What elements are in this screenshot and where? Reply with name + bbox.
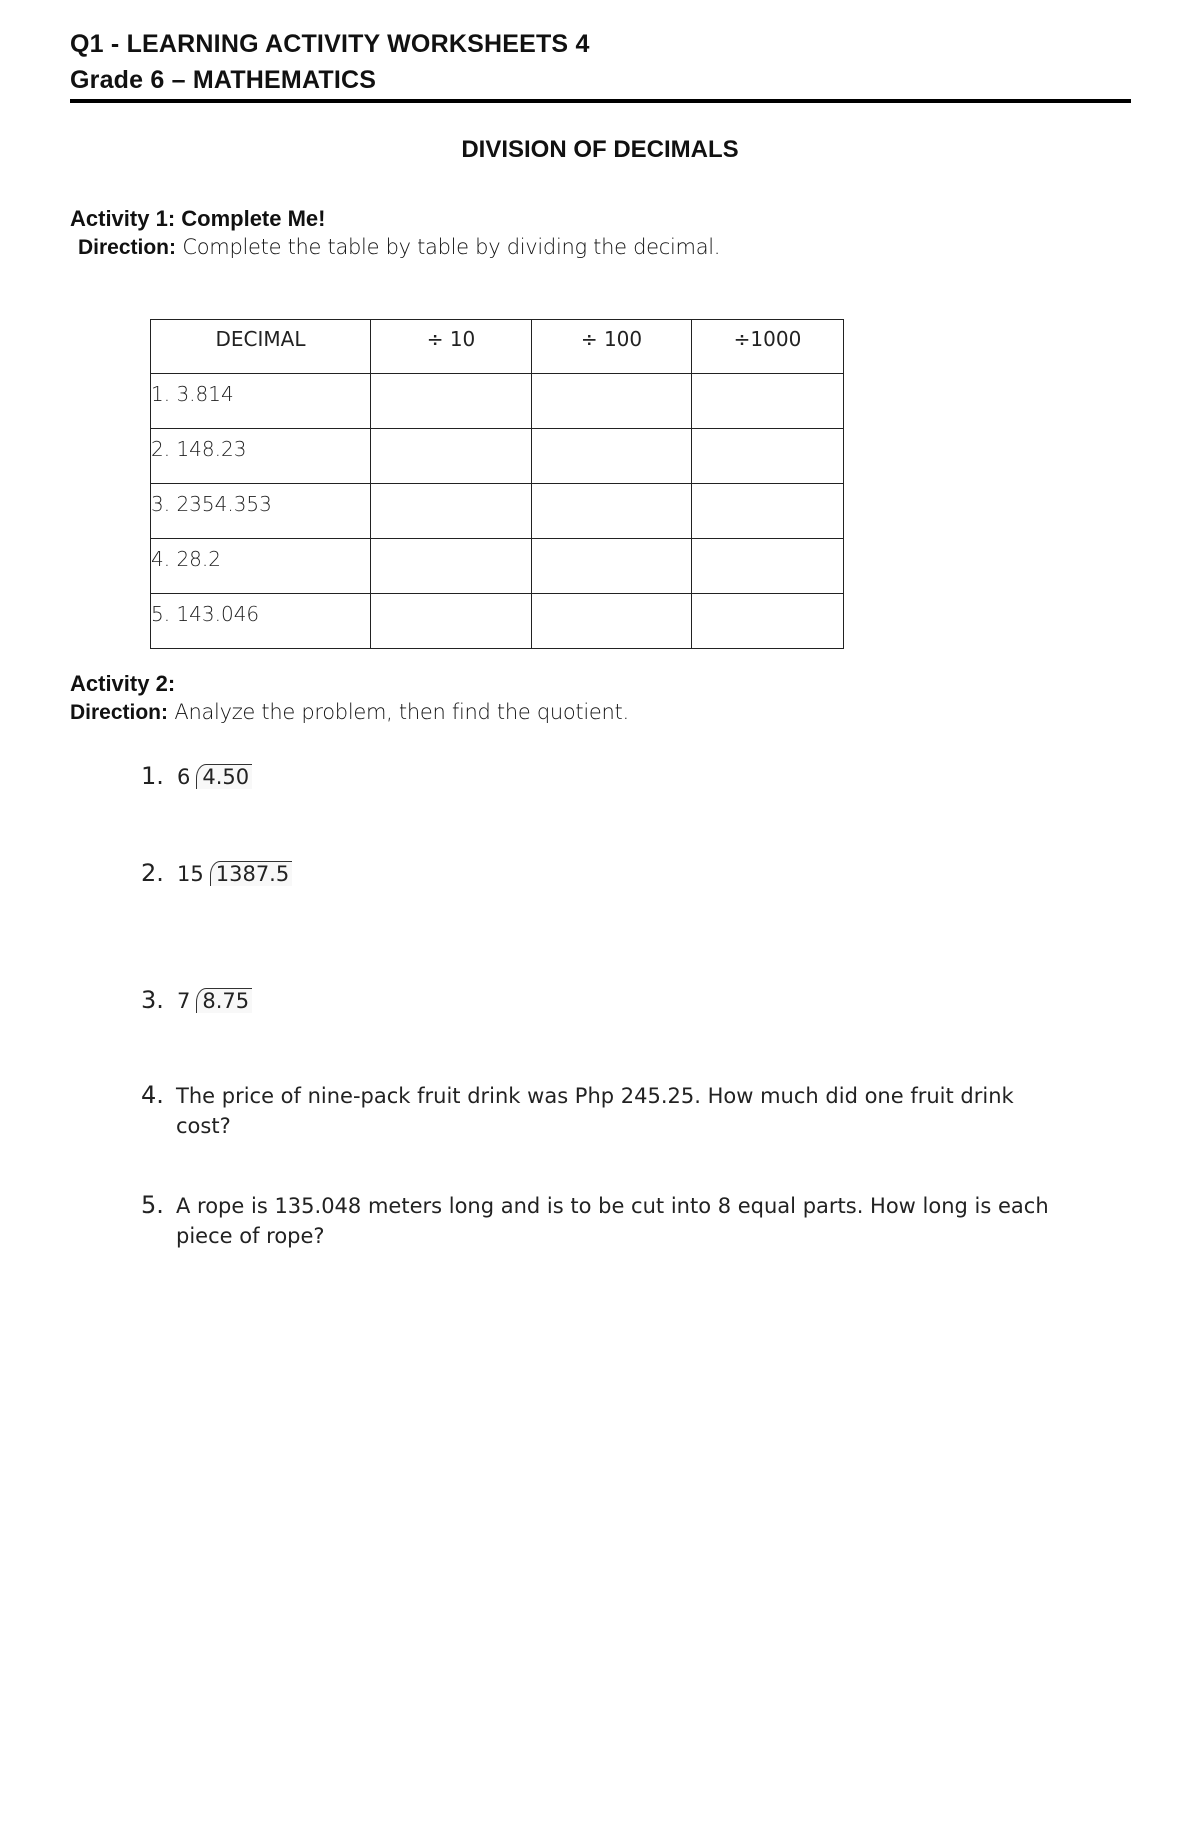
problem-5: [141, 1190, 1131, 1251]
answer-cell[interactable]: [371, 539, 532, 594]
table-row: [151, 429, 844, 484]
problem-text-continued: piece of rope?: [176, 1224, 325, 1248]
table-row: [151, 374, 844, 429]
worksheet-header-subject: Grade 6 – MATHEMATICS: [70, 66, 377, 94]
problem-number: 4.: [141, 1081, 164, 1109]
header-divider: [70, 99, 1131, 103]
decimal-cell: 5. 143.046: [151, 594, 371, 649]
direction-text: Analyze the problem, then find the quotient.: [168, 700, 629, 724]
problem-4: [141, 1080, 1131, 1141]
problem-3: [141, 986, 252, 1014]
answer-cell[interactable]: [371, 374, 532, 429]
column-header: ÷1000: [692, 320, 844, 374]
page-title: DIVISION OF DECIMALS: [461, 136, 739, 163]
direction-label: Direction:: [70, 701, 169, 724]
answer-cell[interactable]: [532, 429, 692, 484]
answer-cell[interactable]: [532, 484, 692, 539]
dividend: 1387.5: [210, 861, 292, 886]
column-header: ÷ 100: [532, 320, 692, 374]
activity1-direction: [78, 235, 720, 260]
answer-cell[interactable]: [692, 374, 844, 429]
answer-cell[interactable]: [692, 484, 844, 539]
activity2-direction: [70, 700, 629, 725]
answer-cell[interactable]: [371, 594, 532, 649]
decimal-cell: 2. 148.23: [151, 429, 371, 484]
problem-text: The price of nine-pack fruit drink was Php 245.25. How much did one fruit drink: [176, 1084, 1014, 1108]
answer-cell[interactable]: [532, 594, 692, 649]
table-row: [151, 539, 844, 594]
answer-cell[interactable]: [692, 429, 844, 484]
problem-1: [141, 762, 252, 790]
decimal-cell: 4. 28.2: [151, 539, 371, 594]
decimal-cell: 3. 2354.353: [151, 484, 371, 539]
division-table: [150, 319, 844, 649]
activity1-heading: Activity 1: Complete Me!: [70, 206, 326, 231]
problem-text-continued: cost?: [176, 1114, 231, 1138]
table-header-row: [151, 320, 844, 374]
answer-cell[interactable]: [532, 539, 692, 594]
problem-number: 5.: [141, 1191, 164, 1219]
table-row: [151, 594, 844, 649]
divisor: 6: [177, 765, 191, 789]
worksheet-header-title: Q1 - LEARNING ACTIVITY WORKSHEETS 4: [70, 30, 590, 58]
dividend: 8.75: [196, 988, 252, 1013]
divisor: 7: [177, 989, 191, 1013]
direction-text: Complete the table by table by dividing the decimal.: [176, 235, 721, 259]
answer-cell[interactable]: [532, 374, 692, 429]
column-header: ÷ 10: [371, 320, 532, 374]
activity2-heading: Activity 2:: [70, 671, 176, 696]
divisor: 15: [177, 862, 204, 886]
problem-text: A rope is 135.048 meters long and is to be cut into 8 equal parts. How long is each: [176, 1194, 1049, 1218]
table-row: [151, 484, 844, 539]
problem-number: 2.: [141, 859, 164, 887]
answer-cell[interactable]: [371, 484, 532, 539]
problem-number: 3.: [141, 986, 164, 1014]
column-header: DECIMAL: [151, 320, 371, 374]
problem-2: [141, 859, 292, 887]
answer-cell[interactable]: [692, 539, 844, 594]
dividend: 4.50: [196, 764, 252, 789]
decimal-cell: 1. 3.814: [151, 374, 371, 429]
problem-number: 1.: [141, 762, 164, 790]
answer-cell[interactable]: [692, 594, 844, 649]
answer-cell[interactable]: [371, 429, 532, 484]
direction-label: Direction:: [78, 236, 177, 259]
